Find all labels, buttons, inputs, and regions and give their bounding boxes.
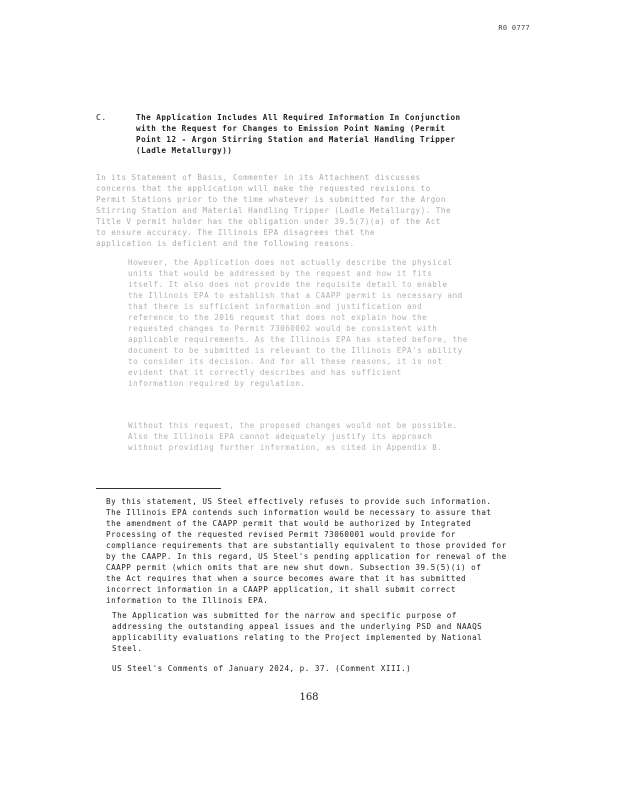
document-id: R0 0777: [498, 24, 530, 32]
block-quote-2: Without this request, the proposed changes would not be possible. Also the Illinois EPA cannot adequately justify its approach without providing further information, as cited in Appendix B.: [128, 421, 458, 452]
block-quote-1: However, the Application does not actually describe the physical units that would be addressed by the request and how it fits itself. It also does not provide the requisite detail to enable the Illinois EPA to establish that a CAAPP permit is necessary and that there is sufficient information and justification and reference to the 2016 request that does not explain how the requested changes to Permit 73060002 would be consistent with applicable requirements. As the Illinois EPA has stated before, the document to be submitted is relevant to the Illinois EPA's ability to consider its decision. And for all these reasons, it is not evident that it correctly describes and has sufficient information required by regulation.: [128, 258, 468, 388]
page-number: 168: [299, 692, 319, 703]
footnote-3: US Steel's Comments of January 2024, p. 37. (Comment XIII.): [112, 664, 412, 673]
section-heading: The Application Includes All Required Information In Conjunction with the Request for Changes to Emission Point Naming (Permit Point 12 - Argon Stirring Station and Material Handling Tripper (Ladle Metallurgy)): [136, 113, 461, 155]
footnote-2: The Application was submitted for the narrow and specific purpose of addressing the outstanding appeal issues and the underlying PSD and NAAQS applicability evaluations relating to the Project implemented by National Steel.: [112, 611, 483, 653]
body-paragraph: In its Statement of Basis, Commenter in its Attachment discusses concerns that the application will make the requested revisions to Permit Stations prior to the time whatever is submitted for the Argon Stirring Station and Material Handling Tripper (Ladle Metallurgy). The Title V permit holder has the obligation under 39.5(7)(a) of the Act to ensure accuracy. The Illinois EPA disagrees that the application is deficient and the following reasons.: [96, 173, 452, 248]
section-letter: C.: [96, 113, 107, 122]
footnote-divider: [96, 488, 221, 489]
footnote-1: By this statement, US Steel effectively refuses to provide such information. The Illinois EPA contends such information would be necessary to assure that the amendment of the CAAPP permit that would be authorized by Integrated Processing of the requested revised Permit 73060001 would provide for compliance requirements that are substantially equivalent to those provided for by the CAAPP. In this regard, US Steel's pending application for renewal of the CAAPP permit (which omits that are new shut down. Subsection 39.5(5)(i) of the Act requires that when a source becomes aware that it has submitted incorrect information in a CAAPP application, it shall submit correct information to the Illinois EPA.: [106, 497, 507, 605]
